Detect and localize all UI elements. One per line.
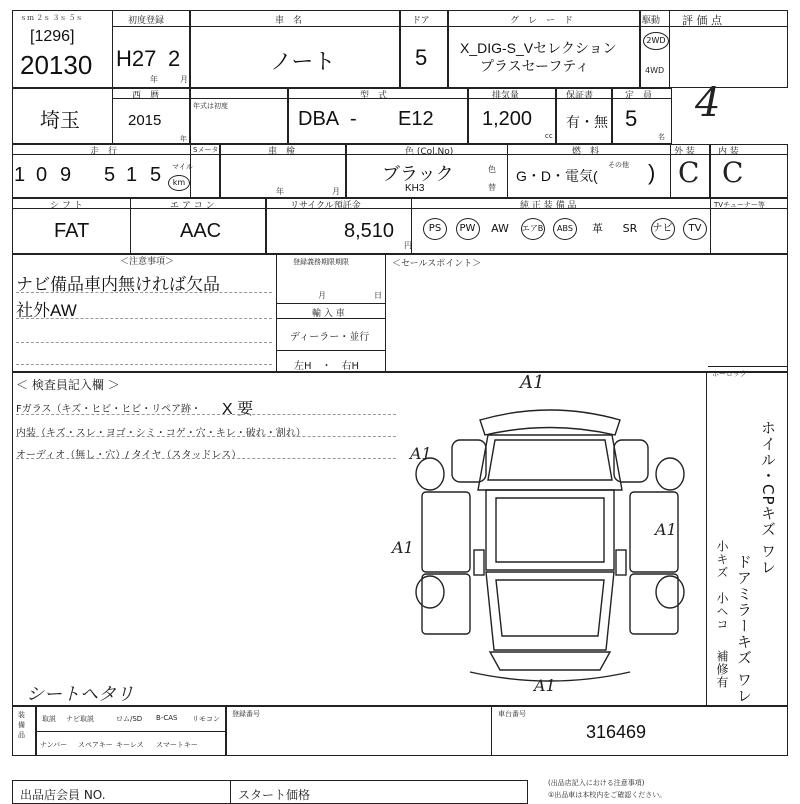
seat-note: シートヘタリ [26,684,134,705]
type-prefix: DBA [298,108,340,130]
bottom-smart: スマートキー [156,741,198,749]
color-code: KH3 [405,183,425,194]
legend-mirror: ドアミラーキズ ワレ [735,554,753,704]
color-name: ブラック [382,164,454,184]
ac-label: エ ア コ ン [170,201,215,211]
tuner-label: TVチューナー等 [714,201,765,209]
note-line-1: ナビ備品車内無ければ欠品 [16,275,220,294]
grade-line1: X_DIG-S_Vセレクション [460,40,617,56]
displacement: 1,200 [482,108,533,130]
first-reg-month: 2 [168,46,181,71]
reg-month: 月 [318,291,326,300]
year-unit: 年 [150,75,158,84]
mileage-unit-label: マイル [172,163,193,171]
damage-mark-front: A1 [520,372,545,393]
equipment-item: エアB [518,218,548,240]
doors: 5 [415,45,428,70]
mileage-digit: 0 [36,164,48,186]
equipment-item: PS [420,218,450,240]
cc-label: 排気量 [492,91,520,101]
equipment-label: 純 正 装 備 品 [520,201,577,211]
color-label: 色 (Col.No) [405,147,454,157]
prev-label: Sメータ [193,146,219,154]
footer-note-2: ①出品車は本校内をご確認ください。 [548,791,667,799]
fuel-text: G・D・電気( [516,168,598,184]
lot-code-label: ｓｍ ２ｓ ３ｓ ５ｓ [20,14,83,22]
shift: FAT [54,220,90,242]
drive-label: 駆動 [642,16,661,26]
fglass-mark: X 要 [222,401,254,418]
capacity-unit: 名 [658,133,665,141]
type-dash: - [350,108,357,130]
car-diagram [400,380,700,700]
member-label: 出品店会員 NO. [20,788,106,802]
drive-2wd-badge: 2WD [643,32,669,50]
inspector-line-1: Fガラス（キズ・ヒビ・ヒビ・リペア跡・ [16,404,202,415]
interior-label: 内 装 [718,147,739,157]
equipment-item: 革 [592,222,603,235]
recycle-label: リサイクル預託金 [290,201,361,211]
mileage-digit: 9 [60,164,72,186]
mileage-digit: 1 [14,164,26,186]
inspection-label: 車 検 [268,147,296,157]
damage-mark-right: A1 [655,520,677,539]
interior-grade: C [722,156,744,189]
model-year-unit: 年 [180,135,187,143]
bottom-plate: ナンバー [40,741,68,749]
drive-4wd: 4WD [645,66,665,75]
warranty-value: 有・無 [566,114,608,130]
equipment-list [420,218,790,242]
bottom-manual: 取説 [42,715,56,723]
month-unit: 月 [180,75,188,84]
score-value: 4 [695,80,721,126]
bottom-bcas: B-CAS [156,714,178,722]
legend-small: 小キズ 小ヘコ [715,540,729,631]
equipment-item: SR [622,222,638,235]
bottom-rom: ロム/SD [116,715,143,723]
fuel-other: その他 [608,161,629,169]
note-line-2: 社外AW [16,301,77,320]
grade-line2: プラスセーフティ [480,58,590,74]
wheel-lock-label: ホーロック [712,370,747,378]
equipment-item: AW [491,222,509,235]
model-year-label: 西 暦 [132,91,160,101]
notes-label: ＜注意事項＞ [120,257,175,267]
doors-label: ドア [412,16,430,26]
capacity-label: 定 員 [625,91,653,101]
damage-mark-front-left: A1 [410,444,432,463]
shift-label: シ フ ト [50,201,83,211]
damage-mark-rear: A1 [534,676,556,695]
sales-point-label: ＜セールスポイント＞ [392,259,482,269]
grade-label: グ レ ー ド [510,16,574,26]
fuel-label: 燃 料 [572,147,600,157]
recycle-unit: 円 [404,241,412,250]
year-note: 年式は初度 [193,102,228,110]
footer-note-1: (出品店記入における注意事項) [548,779,645,787]
color-side: 色 [488,165,496,174]
recycle-fee: 8,510 [344,220,395,242]
steering: 左H ・ 右H [294,361,360,372]
capacity: 5 [625,106,638,131]
first-reg-era: H27 [116,46,157,71]
inspector-label: ＜ 検査員記入欄 ＞ [16,378,120,392]
mileage-digit: 5 [150,164,162,186]
equipment-item: ABS [550,218,580,240]
warranty-label: 保証書 [566,91,594,101]
lot-tag: [1296] [30,28,75,45]
legend-wheel: ホイル・CPキズ ワレ [759,420,777,576]
equipment-item: TV [680,218,710,240]
color-change: 替 [488,183,496,192]
inspector-line-2: 内装（キズ・スレ・ヨゴ・シミ・コゲ・穴・キレ・破れ・割れ） [16,428,306,439]
import-dealer: ディーラー・並行 [290,332,370,343]
region: 埼玉 [40,110,80,132]
ac: AAC [180,220,222,242]
model-year: 2015 [128,112,162,129]
car-name: ノート [270,49,336,74]
reg-day: 日 [374,291,382,300]
type-code: E12 [398,108,434,130]
first-reg-label: 初度登録 [128,16,165,26]
start-price-label: スタート価格 [238,788,311,802]
side-label: 装 備 品 [18,711,25,739]
bottom-navi-manual: ナビ取説 [66,715,94,723]
score-label: 評 価 点 [682,14,722,27]
bottom-keyless: キーレス [116,741,144,749]
car-name-label: 車 名 [275,16,303,26]
reg-expiry-label: 登録義務期限期限 [293,258,349,266]
mileage-label: 走 行 [90,147,118,157]
legend-repair: 補修有 [715,650,729,689]
damage-mark-left: A1 [392,538,414,557]
cc-unit: cc [545,132,553,140]
equipment-item: ナビ [648,218,678,240]
type-label: 型 式 [360,91,388,101]
km-badge: km [168,175,190,191]
mileage-digit: 5 [104,164,116,186]
inspector-line-3: オーディオ（無し・穴）/ タイヤ（スタッドレス） [16,450,242,461]
bottom-remote: リモコン [192,715,220,723]
reg-number-label: 登録番号 [232,710,260,718]
chassis-number-label: 車台番号 [498,710,526,718]
inspection-year: 年 [276,187,284,196]
import-label: 輸 入 車 [312,309,345,319]
lot-number: 20130 [20,50,93,80]
bottom-spare: スペアキー [78,741,113,749]
fuel-close: ) [648,160,656,185]
chassis-number: 316469 [586,722,647,742]
equipment-item: PW [453,218,483,240]
exterior-label: 外 装 [674,147,695,157]
inspection-month: 月 [332,187,340,196]
mileage-digit: 1 [126,164,138,186]
exterior-grade: C [678,156,700,189]
